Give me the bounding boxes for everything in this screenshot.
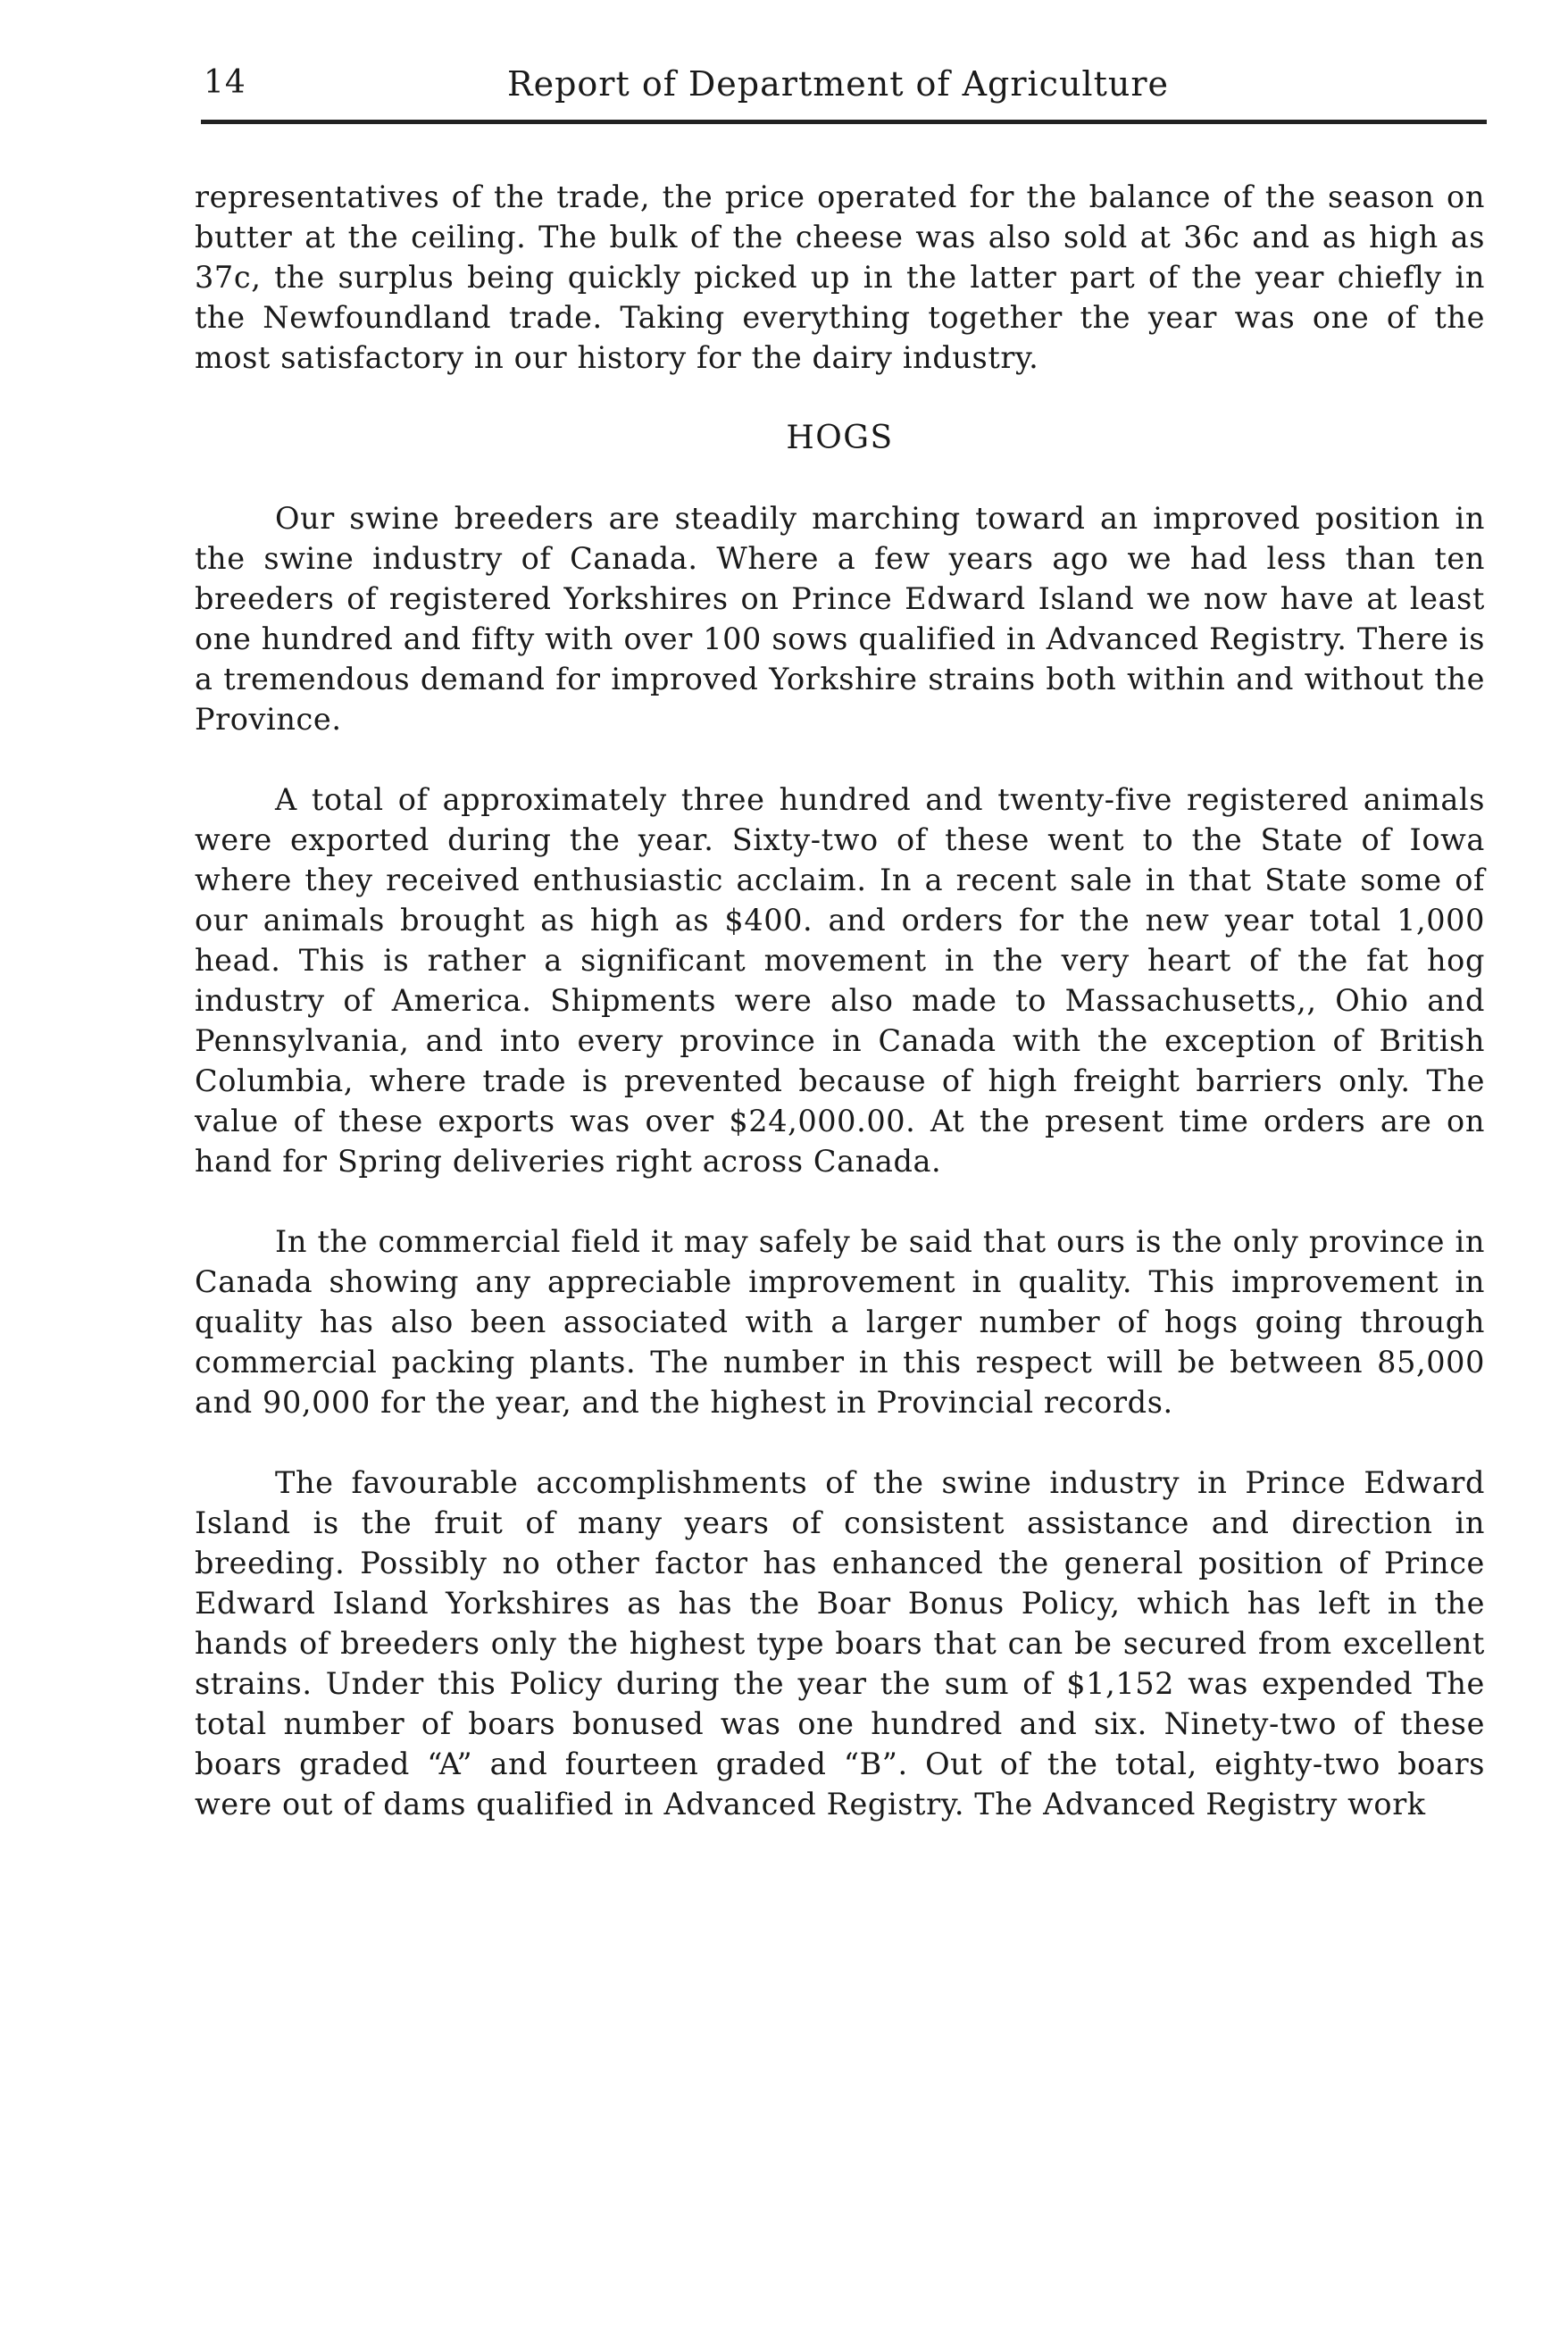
running-header [204,64,1485,118]
paragraph-swine-breeders: Our swine breeders are steadily marching toward an improved position in the swine industry of Canada. Where a few years ago we had less than ten breeders of registered Yorkshires on Prince Edward Island we now have at least one hundred and fifty with over 100 sows qualified in Advanced Registry. There is a tremendous demand for improved Yorkshire strains both within and without the Province. [195,501,1485,737]
body-text [195,177,1485,1864]
running-title: Report of Department of Agriculture [507,64,1169,104]
header-rule [201,120,1487,124]
paragraph-exports: A total of approximately three hundred and twenty-five registered animals were exported during the year. Sixty-two of these went to the State of Iowa where they received enthusiastic acclaim. In a recent sale in that State some of our animals brought as high as $400. and orders for the new year total 1,000 head. This is rather a significant movement in the very heart of the fat hog industry of America. Shipments were also made to Massachusetts,, Ohio and Pennsylvania, and into every province in Canada with the exception of British Columbia, where trade is prevented because of high freight barriers only. The value of these exports was over $24,000.00. At the present time orders are on hand for Spring deliveries right across Canada. [195,782,1485,1179]
page-number: 14 [204,64,246,101]
paragraph-dairy-conclusion: representatives of the trade, the price operated for the balance of the season on butter at the ceiling. The bulk of the cheese was also sold at 36c and as high as 37c, the surplus being quickly picked up in the latter part of the year chiefly in the Newfoundland trade. Taking everything together the year was one of the most satisfactory in our history for the dairy industry. [195,179,1485,375]
section-heading-hogs: HOGS [786,420,894,456]
paragraph-boar-bonus: The favourable accomplishments of the swine industry in Prince Edward Island is the fruit of many years of consistent assistance and direction in breeding. Possibly no other factor has enhanced the general position of Prince Edward Island Yorkshires as has the Boar Bonus Policy, which has left in the hands of breeders only the highest type boars that can be secured from excellent strains. Under this Policy during the year the sum of $1,152 was expended The total number of boars bonused was one hundred and six. Ninety-two of these boars graded “A” and fourteen graded “B”. Out of the total, eighty-two boars were out of dams qualified in Advanced Registry. The Advanced Registry work [195,1465,1485,1822]
paragraph-commercial-field: In the commercial field it may safely be said that ours is the only province in Canada showing any appreciable improvement in quality. This improvement in quality has also been associated with a larger number of hogs going through commercial packing plants. The number in this respect will be between 85,000 and 90,000 for the year, and the highest in Provincial records. [195,1224,1485,1420]
